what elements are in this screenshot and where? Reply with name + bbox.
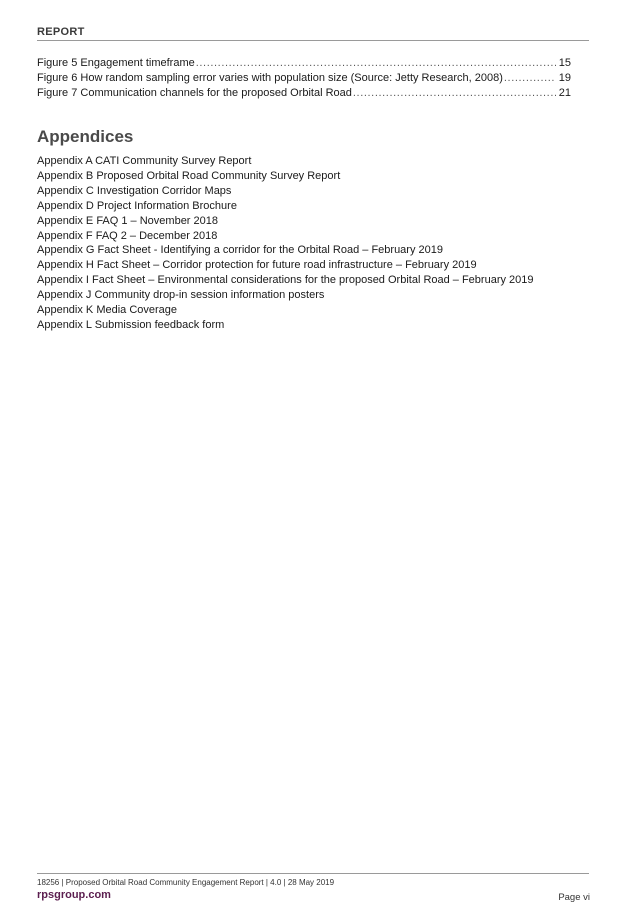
appendix-item[interactable]: Appendix B Proposed Orbital Road Community Survey Report bbox=[37, 169, 341, 182]
toc-leader bbox=[353, 86, 556, 101]
appendix-item[interactable]: Appendix I Fact Sheet – Environmental considerations for the proposed Orbital Road – February 2019 bbox=[37, 274, 534, 287]
footer-brand-link[interactable]: rpsgroup.com bbox=[37, 889, 111, 901]
figure-list bbox=[37, 56, 571, 101]
header-label: REPORT bbox=[37, 26, 85, 38]
toc-row[interactable] bbox=[37, 86, 571, 101]
appendix-item[interactable]: Appendix K Media Coverage bbox=[37, 304, 178, 317]
appendices-heading: Appendices bbox=[37, 127, 134, 146]
page-number: Page vi bbox=[558, 892, 590, 903]
footer-meta: 18256 | Proposed Orbital Road Community Engagement Report | 4.0 | 28 May 2019 bbox=[37, 878, 335, 887]
toc-page-number: 15 bbox=[558, 57, 571, 69]
toc-page-number: 21 bbox=[558, 87, 571, 99]
toc-page-number: 19 bbox=[558, 72, 571, 84]
appendix-item[interactable]: Appendix F FAQ 2 – December 2018 bbox=[37, 229, 218, 242]
appendix-item[interactable]: Appendix A CATI Community Survey Report bbox=[37, 155, 252, 167]
appendix-item[interactable]: Appendix D Project Information Brochure bbox=[37, 199, 237, 212]
footer-rule bbox=[37, 873, 589, 874]
appendix-item[interactable]: Appendix L Submission feedback form bbox=[37, 318, 225, 331]
toc-leader bbox=[196, 56, 556, 71]
toc-row[interactable] bbox=[37, 56, 571, 71]
appendix-item[interactable]: Appendix J Community drop-in session information posters bbox=[37, 289, 325, 302]
appendix-item[interactable]: Appendix G Fact Sheet - Identifying a corridor for the Orbital Road – February 2019 bbox=[37, 244, 443, 257]
toc-entry-text: Figure 6 How random sampling error varies with population size (Source: Jetty Research, 2008) bbox=[37, 72, 503, 84]
header-rule bbox=[37, 40, 589, 41]
appendix-item[interactable]: Appendix H Fact Sheet – Corridor protection for future road infrastructure – February 2019 bbox=[37, 259, 477, 272]
appendix-item[interactable]: Appendix C Investigation Corridor Maps bbox=[37, 184, 232, 197]
toc-entry-text: Figure 5 Engagement timeframe bbox=[37, 57, 195, 69]
toc-entry-text: Figure 7 Communication channels for the proposed Orbital Road bbox=[37, 87, 352, 99]
toc-row[interactable] bbox=[37, 71, 571, 86]
appendix-item[interactable]: Appendix E FAQ 1 – November 2018 bbox=[37, 214, 218, 227]
appendix-list bbox=[37, 154, 534, 333]
toc-leader bbox=[504, 71, 556, 86]
